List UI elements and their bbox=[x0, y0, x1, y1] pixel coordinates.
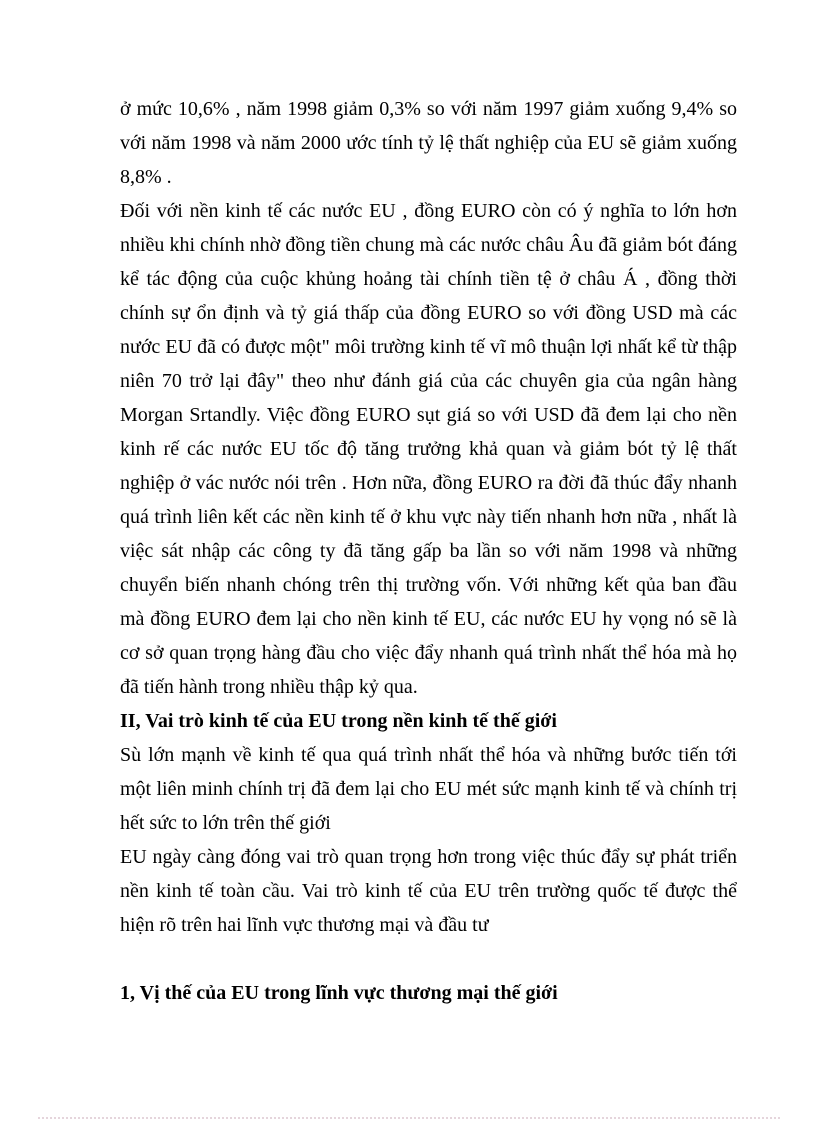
paragraph-eu-global-role: EU ngày càng đóng vai trò quan trọng hơn trong việc thúc đẩy sự phát triển nền kinh tế toàn cầu. Vai trò kinh tế của EU trên trường quốc tế được thể hiện rõ trên hai lĩnh vực thương mại và đầu tư bbox=[120, 846, 737, 936]
section-heading-eu-economic-role: II, Vai trò kinh tế của EU trong nền kinh tế thế giới bbox=[120, 710, 557, 732]
page-content bbox=[120, 92, 737, 1010]
section-heading-eu-trade-position: 1, Vị thế của EU trong lĩnh vực thương mại thế giới bbox=[120, 982, 558, 1004]
page-boundary-dotted-line bbox=[38, 1117, 780, 1119]
paragraph-euro-significance: Đối với nền kinh tế các nước EU , đồng EURO còn có ý nghĩa to lớn hơn nhiều khi chính nhờ đồng tiền chung mà các nước châu Âu đã giảm bót đáng kể tác động của cuộc khủng hoảng tài chính tiền tệ ở châu Á , đồng thời chính sự ổn định và tỷ giá thấp của đồng EURO so với đồng USD mà các nước EU đã có được một" môi trường kinh tế vĩ mô thuận lợi nhất kể từ thập niên 70 trở lại đây" theo như đánh giá của các chuyên gia của ngân hàng Morgan Srtandly. Việc đồng EURO sụt giá so với USD đã đem lại cho nền kinh rế các nước EU tốc độ tăng trưởng khả quan và giảm bót tỷ lệ thất nghiệp ở vác nước nói trên . Hơn nữa, đồng EURO ra đời đã thúc đẩy nhanh quá trình liên kết các nền kinh tế ở khu vực này tiến nhanh hơn nữa , nhất là việc sát nhập các công ty đã tăng gấp ba lần so với năm 1998 và những chuyển biến nhanh chóng trên thị trường vốn. Với những kết qủa ban đầu mà đồng EURO đem lại cho nền kinh tế EU, các nước EU hy vọng nó sẽ là cơ sở quan trọng hàng đầu cho việc đẩy nhanh quá trình nhất thể hóa mà họ đã tiến hành trong nhiều thập kỷ qua. bbox=[120, 200, 737, 698]
paragraph-unemployment-rates: ở mức 10,6% , năm 1998 giảm 0,3% so với năm 1997 giảm xuống 9,4% so với năm 1998 và năm 2000 ước tính tỷ lệ thất nghiệp của EU sẽ giảm xuống 8,8% . bbox=[120, 98, 737, 188]
paragraph-eu-strength: Sù lớn mạnh về kinh tế qua quá trình nhất thể hóa và những bước tiến tới một liên minh chính trị đã đem lại cho EU mét sức mạnh kinh tế và chính trị hết sức to lớn trên thế giới bbox=[120, 744, 737, 834]
